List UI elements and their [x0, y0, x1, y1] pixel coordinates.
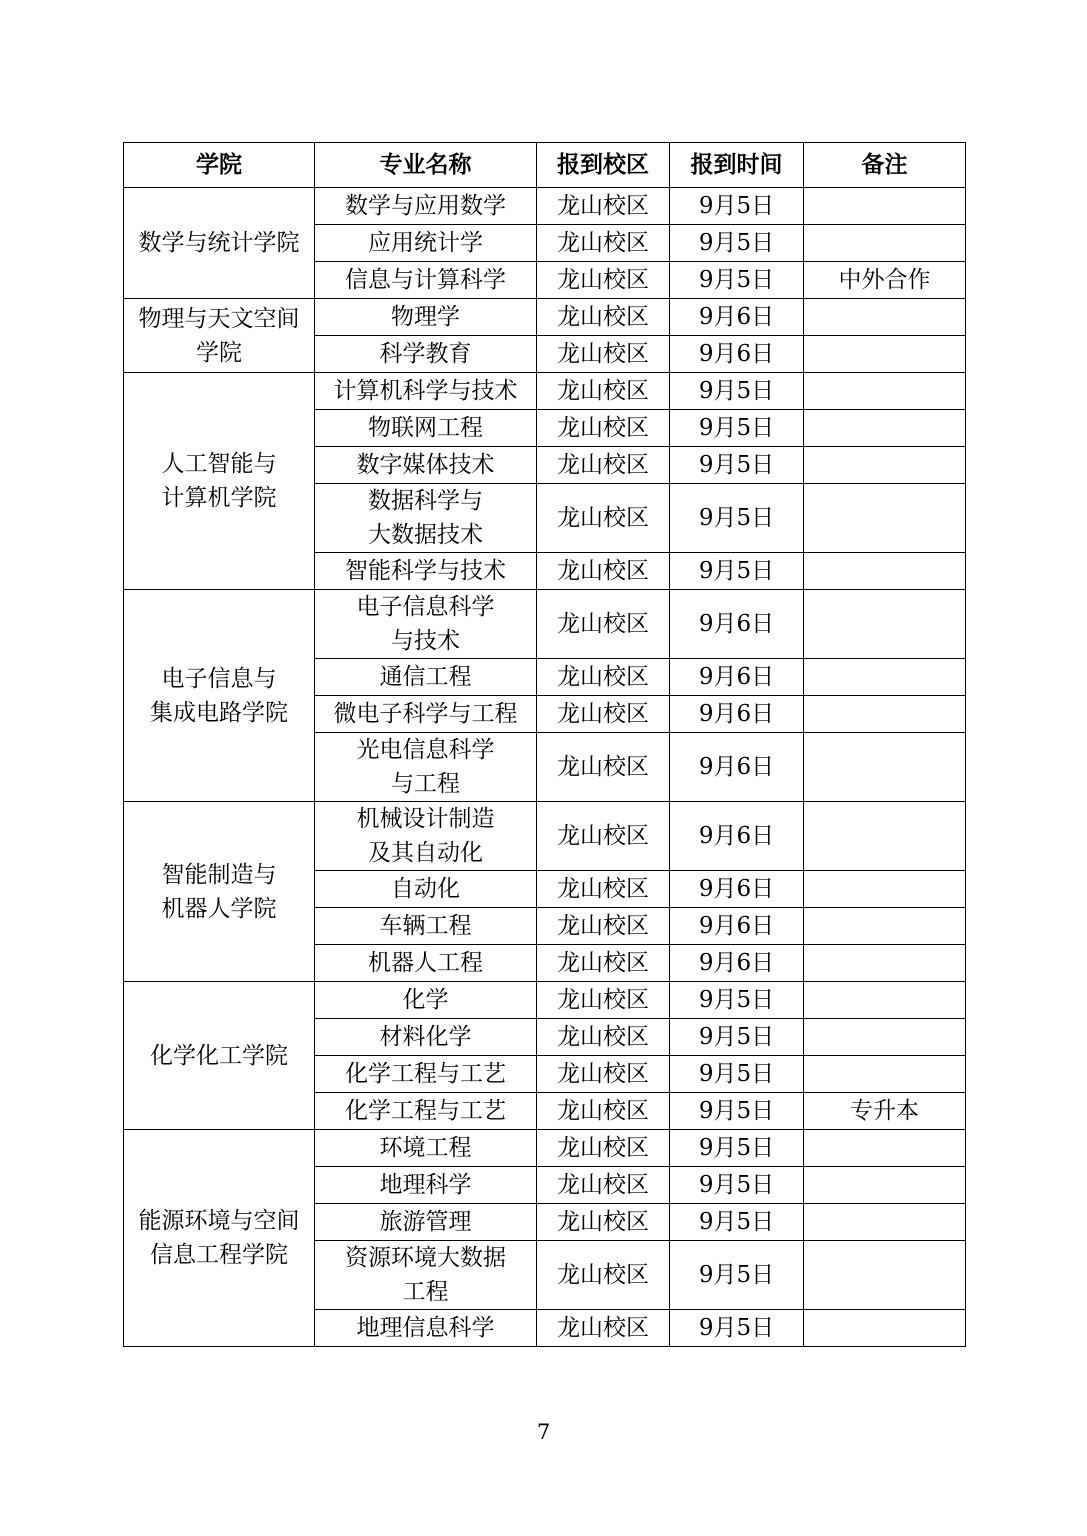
note-cell [804, 659, 966, 696]
campus-cell: 龙山校区 [537, 871, 670, 908]
table-row [124, 590, 966, 659]
table-row [124, 1130, 966, 1167]
table-header [124, 143, 966, 188]
major-cell: 数学与应用数学 [315, 188, 537, 225]
note-cell [804, 410, 966, 447]
campus-cell: 龙山校区 [537, 299, 670, 336]
note-cell [804, 188, 966, 225]
college-cell: 物理与天文空间 学院 [124, 299, 315, 373]
campus-cell: 龙山校区 [537, 659, 670, 696]
note-cell [804, 945, 966, 982]
date-cell: 9月5日 [670, 1056, 804, 1093]
college-cell: 能源环境与空间 信息工程学院 [124, 1130, 315, 1347]
major-cell: 地理信息科学 [315, 1310, 537, 1347]
major-cell: 旅游管理 [315, 1204, 537, 1241]
campus-cell: 龙山校区 [537, 590, 670, 659]
major-cell: 环境工程 [315, 1130, 537, 1167]
note-cell: 专升本 [804, 1093, 966, 1130]
table-row [124, 188, 966, 225]
campus-cell: 龙山校区 [537, 802, 670, 871]
campus-cell: 龙山校区 [537, 553, 670, 590]
date-cell: 9月5日 [670, 1019, 804, 1056]
campus-cell: 龙山校区 [537, 262, 670, 299]
table-row [124, 373, 966, 410]
campus-cell: 龙山校区 [537, 1019, 670, 1056]
campus-cell: 龙山校区 [537, 1241, 670, 1310]
note-cell [804, 225, 966, 262]
date-cell: 9月5日 [670, 982, 804, 1019]
date-cell: 9月5日 [670, 188, 804, 225]
campus-cell: 龙山校区 [537, 1310, 670, 1347]
major-cell: 物理学 [315, 299, 537, 336]
date-cell: 9月5日 [670, 484, 804, 553]
major-cell: 机械设计制造 及其自动化 [315, 802, 537, 871]
campus-cell: 龙山校区 [537, 1167, 670, 1204]
college-cell: 智能制造与 机器人学院 [124, 802, 315, 982]
campus-cell: 龙山校区 [537, 336, 670, 373]
note-cell [804, 982, 966, 1019]
note-cell [804, 1204, 966, 1241]
note-cell: 中外合作 [804, 262, 966, 299]
note-cell [804, 1241, 966, 1310]
major-cell: 物联网工程 [315, 410, 537, 447]
date-cell: 9月5日 [670, 1310, 804, 1347]
header-note: 备注 [804, 143, 966, 188]
note-cell [804, 553, 966, 590]
note-cell [804, 336, 966, 373]
table-row [124, 299, 966, 336]
campus-cell: 龙山校区 [537, 410, 670, 447]
campus-cell: 龙山校区 [537, 188, 670, 225]
date-cell: 9月5日 [670, 1204, 804, 1241]
major-cell: 数字媒体技术 [315, 447, 537, 484]
major-cell: 电子信息科学 与技术 [315, 590, 537, 659]
major-cell: 数据科学与 大数据技术 [315, 484, 537, 553]
date-cell: 9月6日 [670, 945, 804, 982]
note-cell [804, 733, 966, 802]
note-cell [804, 1310, 966, 1347]
campus-cell: 龙山校区 [537, 1093, 670, 1130]
registration-table [123, 142, 966, 1347]
date-cell: 9月5日 [670, 1241, 804, 1310]
date-cell: 9月5日 [670, 447, 804, 484]
campus-cell: 龙山校区 [537, 1204, 670, 1241]
date-cell: 9月5日 [670, 373, 804, 410]
major-cell: 车辆工程 [315, 908, 537, 945]
note-cell [804, 1019, 966, 1056]
date-cell: 9月6日 [670, 299, 804, 336]
campus-cell: 龙山校区 [537, 484, 670, 553]
campus-cell: 龙山校区 [537, 225, 670, 262]
college-cell: 化学化工学院 [124, 982, 315, 1130]
campus-cell: 龙山校区 [537, 945, 670, 982]
college-cell: 数学与统计学院 [124, 188, 315, 299]
major-cell: 化学工程与工艺 [315, 1093, 537, 1130]
campus-cell: 龙山校区 [537, 1130, 670, 1167]
major-cell: 智能科学与技术 [315, 553, 537, 590]
date-cell: 9月6日 [670, 802, 804, 871]
date-cell: 9月5日 [670, 1130, 804, 1167]
note-cell [804, 802, 966, 871]
header-date: 报到时间 [670, 143, 804, 188]
date-cell: 9月6日 [670, 733, 804, 802]
table-row [124, 982, 966, 1019]
date-cell: 9月6日 [670, 336, 804, 373]
major-cell: 材料化学 [315, 1019, 537, 1056]
note-cell [804, 447, 966, 484]
campus-cell: 龙山校区 [537, 908, 670, 945]
table-body [124, 188, 966, 1347]
date-cell: 9月5日 [670, 1093, 804, 1130]
campus-cell: 龙山校区 [537, 696, 670, 733]
major-cell: 信息与计算科学 [315, 262, 537, 299]
note-cell [804, 1056, 966, 1093]
note-cell [804, 590, 966, 659]
note-cell [804, 696, 966, 733]
header-college: 学院 [124, 143, 315, 188]
date-cell: 9月5日 [670, 262, 804, 299]
note-cell [804, 1130, 966, 1167]
note-cell [804, 484, 966, 553]
major-cell: 应用统计学 [315, 225, 537, 262]
campus-cell: 龙山校区 [537, 1056, 670, 1093]
note-cell [804, 299, 966, 336]
major-cell: 自动化 [315, 871, 537, 908]
campus-cell: 龙山校区 [537, 733, 670, 802]
header-campus: 报到校区 [537, 143, 670, 188]
major-cell: 通信工程 [315, 659, 537, 696]
note-cell [804, 871, 966, 908]
page-number: 7 [536, 1420, 551, 1444]
date-cell: 9月6日 [670, 908, 804, 945]
table-row [124, 802, 966, 871]
major-cell: 资源环境大数据 工程 [315, 1241, 537, 1310]
major-cell: 科学教育 [315, 336, 537, 373]
date-cell: 9月6日 [670, 871, 804, 908]
major-cell: 计算机科学与技术 [315, 373, 537, 410]
date-cell: 9月5日 [670, 1167, 804, 1204]
date-cell: 9月5日 [670, 225, 804, 262]
date-cell: 9月6日 [670, 696, 804, 733]
major-cell: 化学 [315, 982, 537, 1019]
college-cell: 电子信息与 集成电路学院 [124, 590, 315, 802]
header-major: 专业名称 [315, 143, 537, 188]
date-cell: 9月6日 [670, 659, 804, 696]
campus-cell: 龙山校区 [537, 373, 670, 410]
date-cell: 9月5日 [670, 553, 804, 590]
note-cell [804, 373, 966, 410]
major-cell: 机器人工程 [315, 945, 537, 982]
date-cell: 9月6日 [670, 590, 804, 659]
date-cell: 9月5日 [670, 410, 804, 447]
major-cell: 地理科学 [315, 1167, 537, 1204]
note-cell [804, 908, 966, 945]
campus-cell: 龙山校区 [537, 447, 670, 484]
college-cell: 人工智能与 计算机学院 [124, 373, 315, 590]
major-cell: 微电子科学与工程 [315, 696, 537, 733]
campus-cell: 龙山校区 [537, 982, 670, 1019]
note-cell [804, 1167, 966, 1204]
major-cell: 光电信息科学 与工程 [315, 733, 537, 802]
major-cell: 化学工程与工艺 [315, 1056, 537, 1093]
